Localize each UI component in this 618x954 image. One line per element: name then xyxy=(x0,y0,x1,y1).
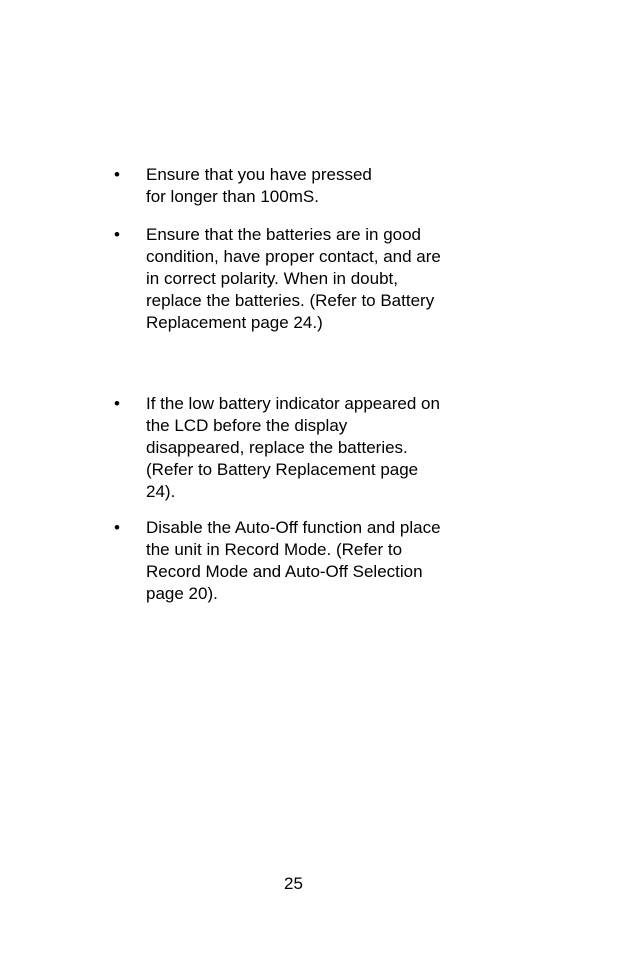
bullet-marker: • xyxy=(114,518,120,537)
page-number: 25 xyxy=(284,874,303,893)
bullet-text: If the low battery indicator appeared on the LCD before the display disappeared, replace the batteries. (Refer to Battery Replacement page 24). xyxy=(146,394,440,501)
bullet-marker: • xyxy=(114,394,120,413)
bullet-marker: • xyxy=(114,165,120,184)
bullet-text: Ensure that the batteries are in good condition, have proper contact, and are in correct polarity. When in doubt, replace the batteries. (Refer to Battery Replacement page 24.) xyxy=(146,225,441,332)
bullet-marker: • xyxy=(114,225,120,244)
bullet-text: Ensure that you have pressed for longer than 100mS. xyxy=(146,165,372,206)
bullet-text: Disable the Auto-Off function and place the unit in Record Mode. (Refer to Record Mode and Auto-Off Selection page 20). xyxy=(146,518,441,603)
